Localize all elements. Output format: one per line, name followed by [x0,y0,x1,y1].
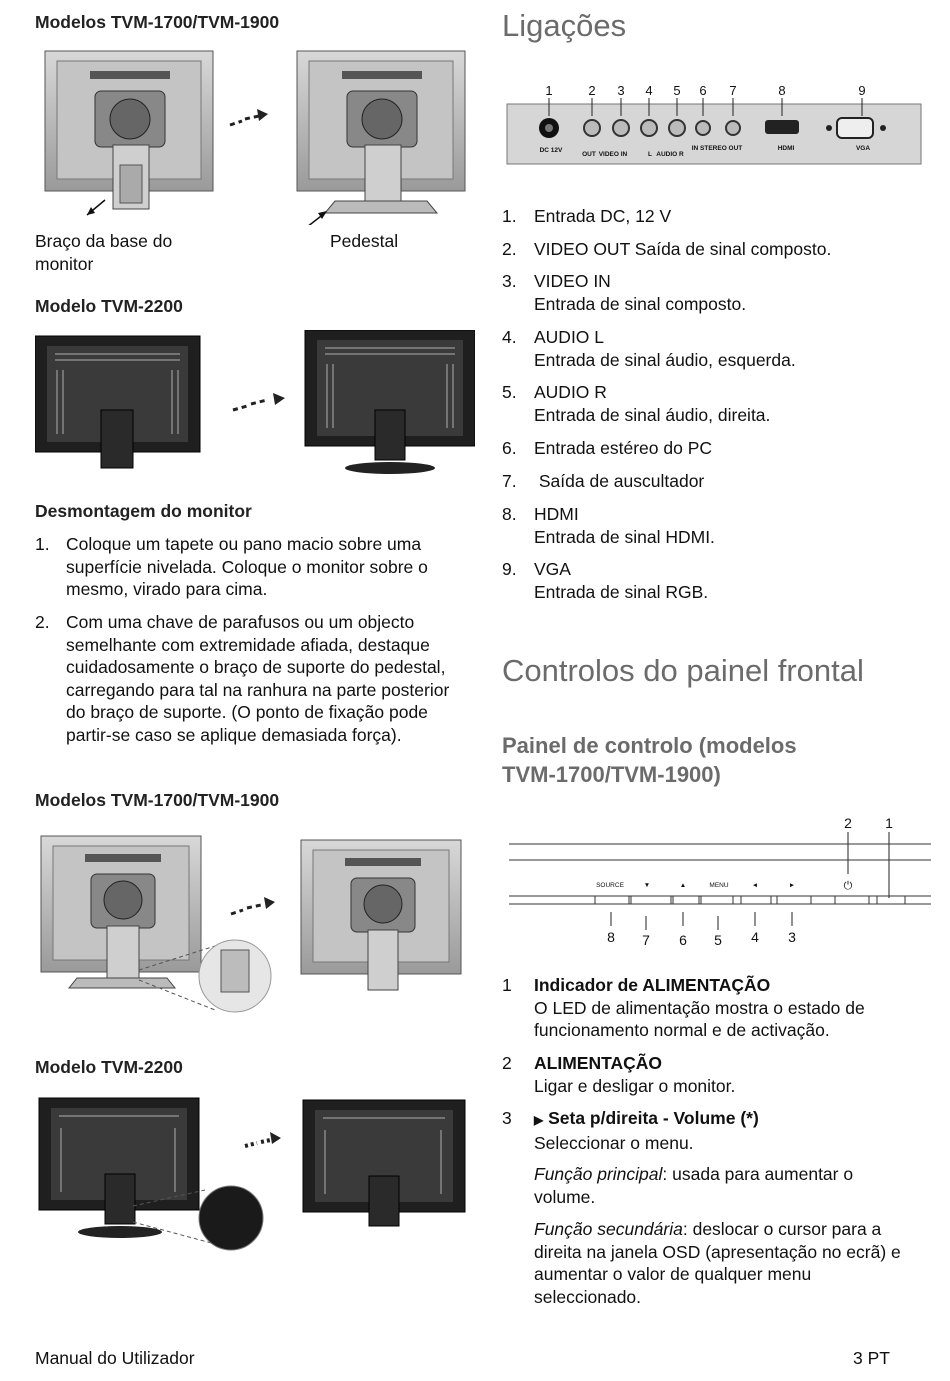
front-panel-title: Controlos do painel frontal [502,653,864,688]
footer-left: Manual do Utilizador [35,1348,195,1368]
step-number: 2. [35,612,50,632]
panel-number: 4 [645,83,653,98]
disassembly-heading: Desmontagem do monitor [35,501,252,521]
svg-text:OUT: OUT [582,151,596,158]
svg-text:MENU: MENU [709,882,729,889]
monitor-release-illustration-2 [35,1094,475,1254]
panel-number: 2 [588,83,596,98]
svg-text:◄: ◄ [751,882,759,889]
main-function: Função principal: usada para aumentar o volume. [534,1164,854,1207]
svg-text:5: 5 [714,932,722,948]
step-number: 1. [35,534,50,554]
svg-text:IN STEREO OUT: IN STEREO OUT [691,145,743,152]
monitor-stand-illustration-2 [35,330,475,478]
svg-text:2: 2 [844,815,852,831]
step-text: Coloque um tapete ou pano macio sobre uma superfície nivelada. Coloque o monitor sobre o mesmo, virado para cima. [66,534,428,599]
connections-title: Ligações [502,8,627,43]
svg-text:L: L [648,151,652,158]
front-panel-diagram [505,812,935,952]
svg-text:7: 7 [642,932,650,948]
panel-number: 8 [778,83,786,98]
svg-text:⏻: ⏻ [843,880,853,892]
svg-text:HDMI: HDMI [777,145,795,152]
model-heading-3: Modelos TVM-1700/TVM-1900 [35,790,280,810]
svg-text:►: ► [788,882,796,889]
monitor-release-illustration-1 [35,830,475,1020]
svg-text:VIDEO IN: VIDEO IN [598,151,628,158]
svg-text:DC 12V: DC 12V [539,147,563,154]
control-panel-title: Painel de controlo (modelos TVM-1700/TVM-1900) [502,733,797,787]
model-heading-2: Modelo TVM-2200 [35,296,183,316]
panel-number: 6 [699,83,707,98]
svg-text:4: 4 [751,929,759,945]
panel-number: 7 [729,83,737,98]
monitor-stand-illustration-1 [35,45,475,225]
control-item-3: 3 ▶ Seta p/direita - Volume (*) Seleccionar o menu. [502,1108,759,1153]
panel-number: 1 [545,83,553,98]
svg-text:SOURCE: SOURCE [596,882,624,889]
svg-text:1: 1 [885,815,893,831]
svg-text:AUDIO R: AUDIO R [656,151,684,158]
rear-panel-diagram [505,80,925,170]
panel-number: 9 [858,83,866,98]
right-arrow-icon: ▶ [534,1113,544,1127]
panel-number: 5 [673,83,681,98]
control-item-1: 1 Indicador de ALIMENTAÇÃO O LED de alimentação mostra o estado de funcionamento normal e de activação. [502,975,865,1040]
svg-text:8: 8 [607,929,615,945]
model-heading-4: Modelo TVM-2200 [35,1057,183,1077]
panel-number: 3 [617,83,625,98]
svg-text:3: 3 [788,929,796,945]
step-text: Com uma chave de parafusos ou um objecto semelhante com extremidade afiada, destaque cuidadosamente o braço de suporte do pedestal, carregando para tal na ranhura na parte posterior do braço de suporte. (O ponto de fixação pode partir-se caso se aplique demasiada força). [66,612,450,745]
control-item-2: 2 ALIMENTAÇÃO Ligar e desligar o monitor. [502,1053,736,1096]
step-1 [35,533,465,601]
secondary-function: Função secundária: deslocar o cursor para a direita na janela OSD (apresentação no ecrã) e aumentar o valor de qualquer menu seleccionado. [534,1219,901,1307]
page-number: 3 PT [853,1348,890,1368]
caption-pedestal: Pedestal [330,231,399,251]
model-heading-1: Modelos TVM-1700/TVM-1900 [35,12,280,32]
caption-arm: Braço da base do monitor [35,231,173,274]
step-2 [35,611,465,746]
svg-text:VGA: VGA [855,145,871,152]
svg-text:6: 6 [679,932,687,948]
svg-text:▲: ▲ [679,882,687,889]
svg-text:▼: ▼ [643,882,651,889]
